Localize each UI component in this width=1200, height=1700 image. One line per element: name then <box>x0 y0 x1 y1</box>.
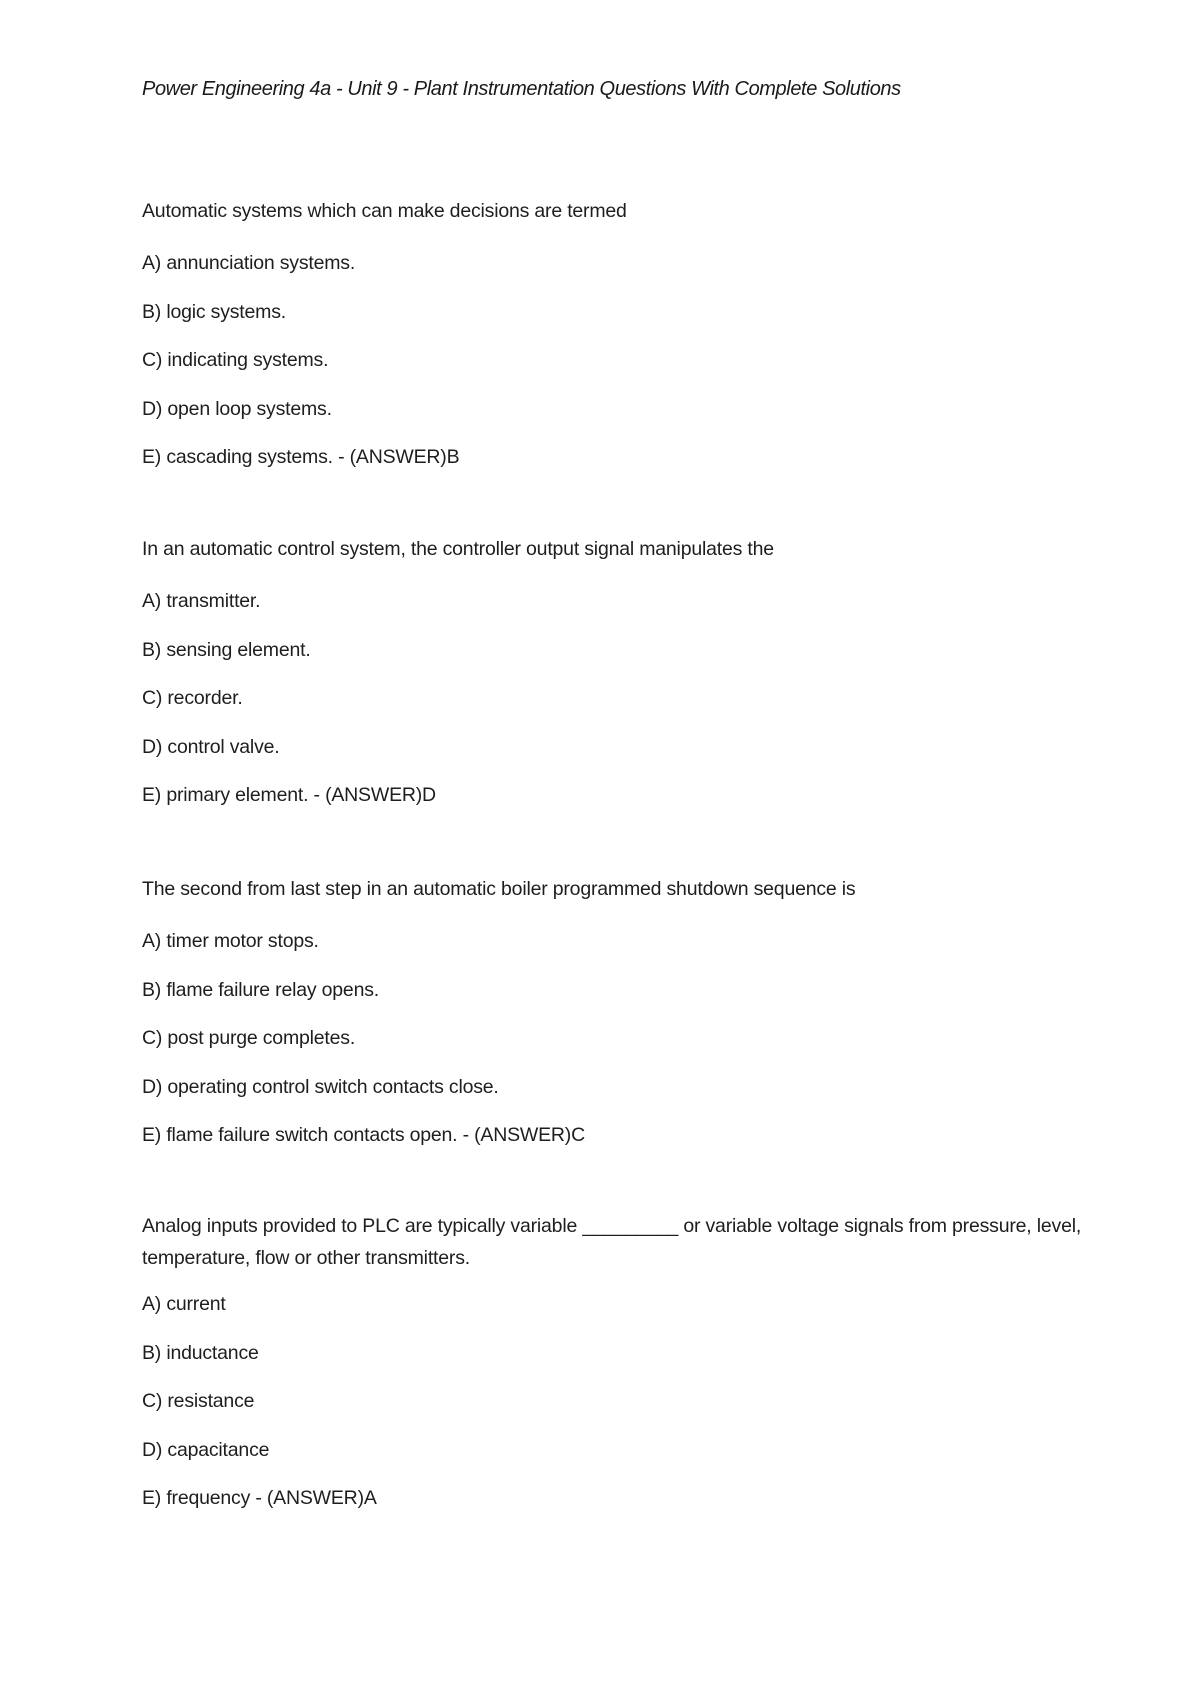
document-title: Power Engineering 4a - Unit 9 - Plant Instrumentation Questions With Complete Solutions <box>142 78 901 100</box>
option-list <box>142 589 1082 807</box>
option-a: A) transmitter. <box>142 590 261 612</box>
option-b: B) sensing element. <box>142 638 311 661</box>
option-list <box>142 929 1082 1147</box>
option-b: B) flame failure relay opens. <box>142 978 379 1001</box>
option-e-text: E) frequency <box>142 1487 251 1509</box>
option-e <box>142 783 1082 807</box>
option-d: D) open loop systems. <box>142 397 332 420</box>
option-e-text: E) primary element. <box>142 784 309 806</box>
option-d: D) capacitance <box>142 1438 270 1461</box>
option-e <box>142 1486 1082 1510</box>
question-text: Automatic systems which can make decisions are termed <box>142 200 627 222</box>
option-list <box>142 251 1082 469</box>
option-b: B) logic systems. <box>142 300 286 323</box>
option-c: C) post purge completes. <box>142 1027 356 1049</box>
question-2 <box>142 533 1082 807</box>
question-text: Analog inputs provided to PLC are typically variable _________ or variable voltage signals from pressure, level, temperature, flow or other transmitters. <box>142 1215 1082 1269</box>
option-d: D) operating control switch contacts close. <box>142 1075 499 1098</box>
question-text: In an automatic control system, the controller output signal manipulates the <box>142 538 774 560</box>
option-e-text: E) cascading systems. <box>142 446 333 468</box>
option-e <box>142 445 1082 469</box>
option-c: C) resistance <box>142 1390 255 1412</box>
option-c: C) indicating systems. <box>142 349 329 371</box>
option-e-text: E) flame failure switch contacts open. <box>142 1124 458 1146</box>
answer-key: - (ANSWER)A <box>250 1487 377 1509</box>
question-1 <box>142 195 1082 469</box>
option-a: A) timer motor stops. <box>142 930 319 952</box>
option-d: D) control valve. <box>142 735 280 758</box>
question-4 <box>142 1210 1082 1510</box>
option-b: B) inductance <box>142 1341 259 1364</box>
answer-key: - (ANSWER)D <box>308 784 436 806</box>
option-a: A) annunciation systems. <box>142 252 356 274</box>
answer-key: - (ANSWER)C <box>457 1124 585 1146</box>
answer-key: - (ANSWER)B <box>332 446 460 468</box>
option-list <box>142 1292 1082 1510</box>
question-text: The second from last step in an automatic boiler programmed shutdown sequence is <box>142 878 856 900</box>
option-a: A) current <box>142 1293 226 1315</box>
option-c: C) recorder. <box>142 687 243 709</box>
question-3 <box>142 873 1082 1147</box>
option-e <box>142 1123 1082 1147</box>
